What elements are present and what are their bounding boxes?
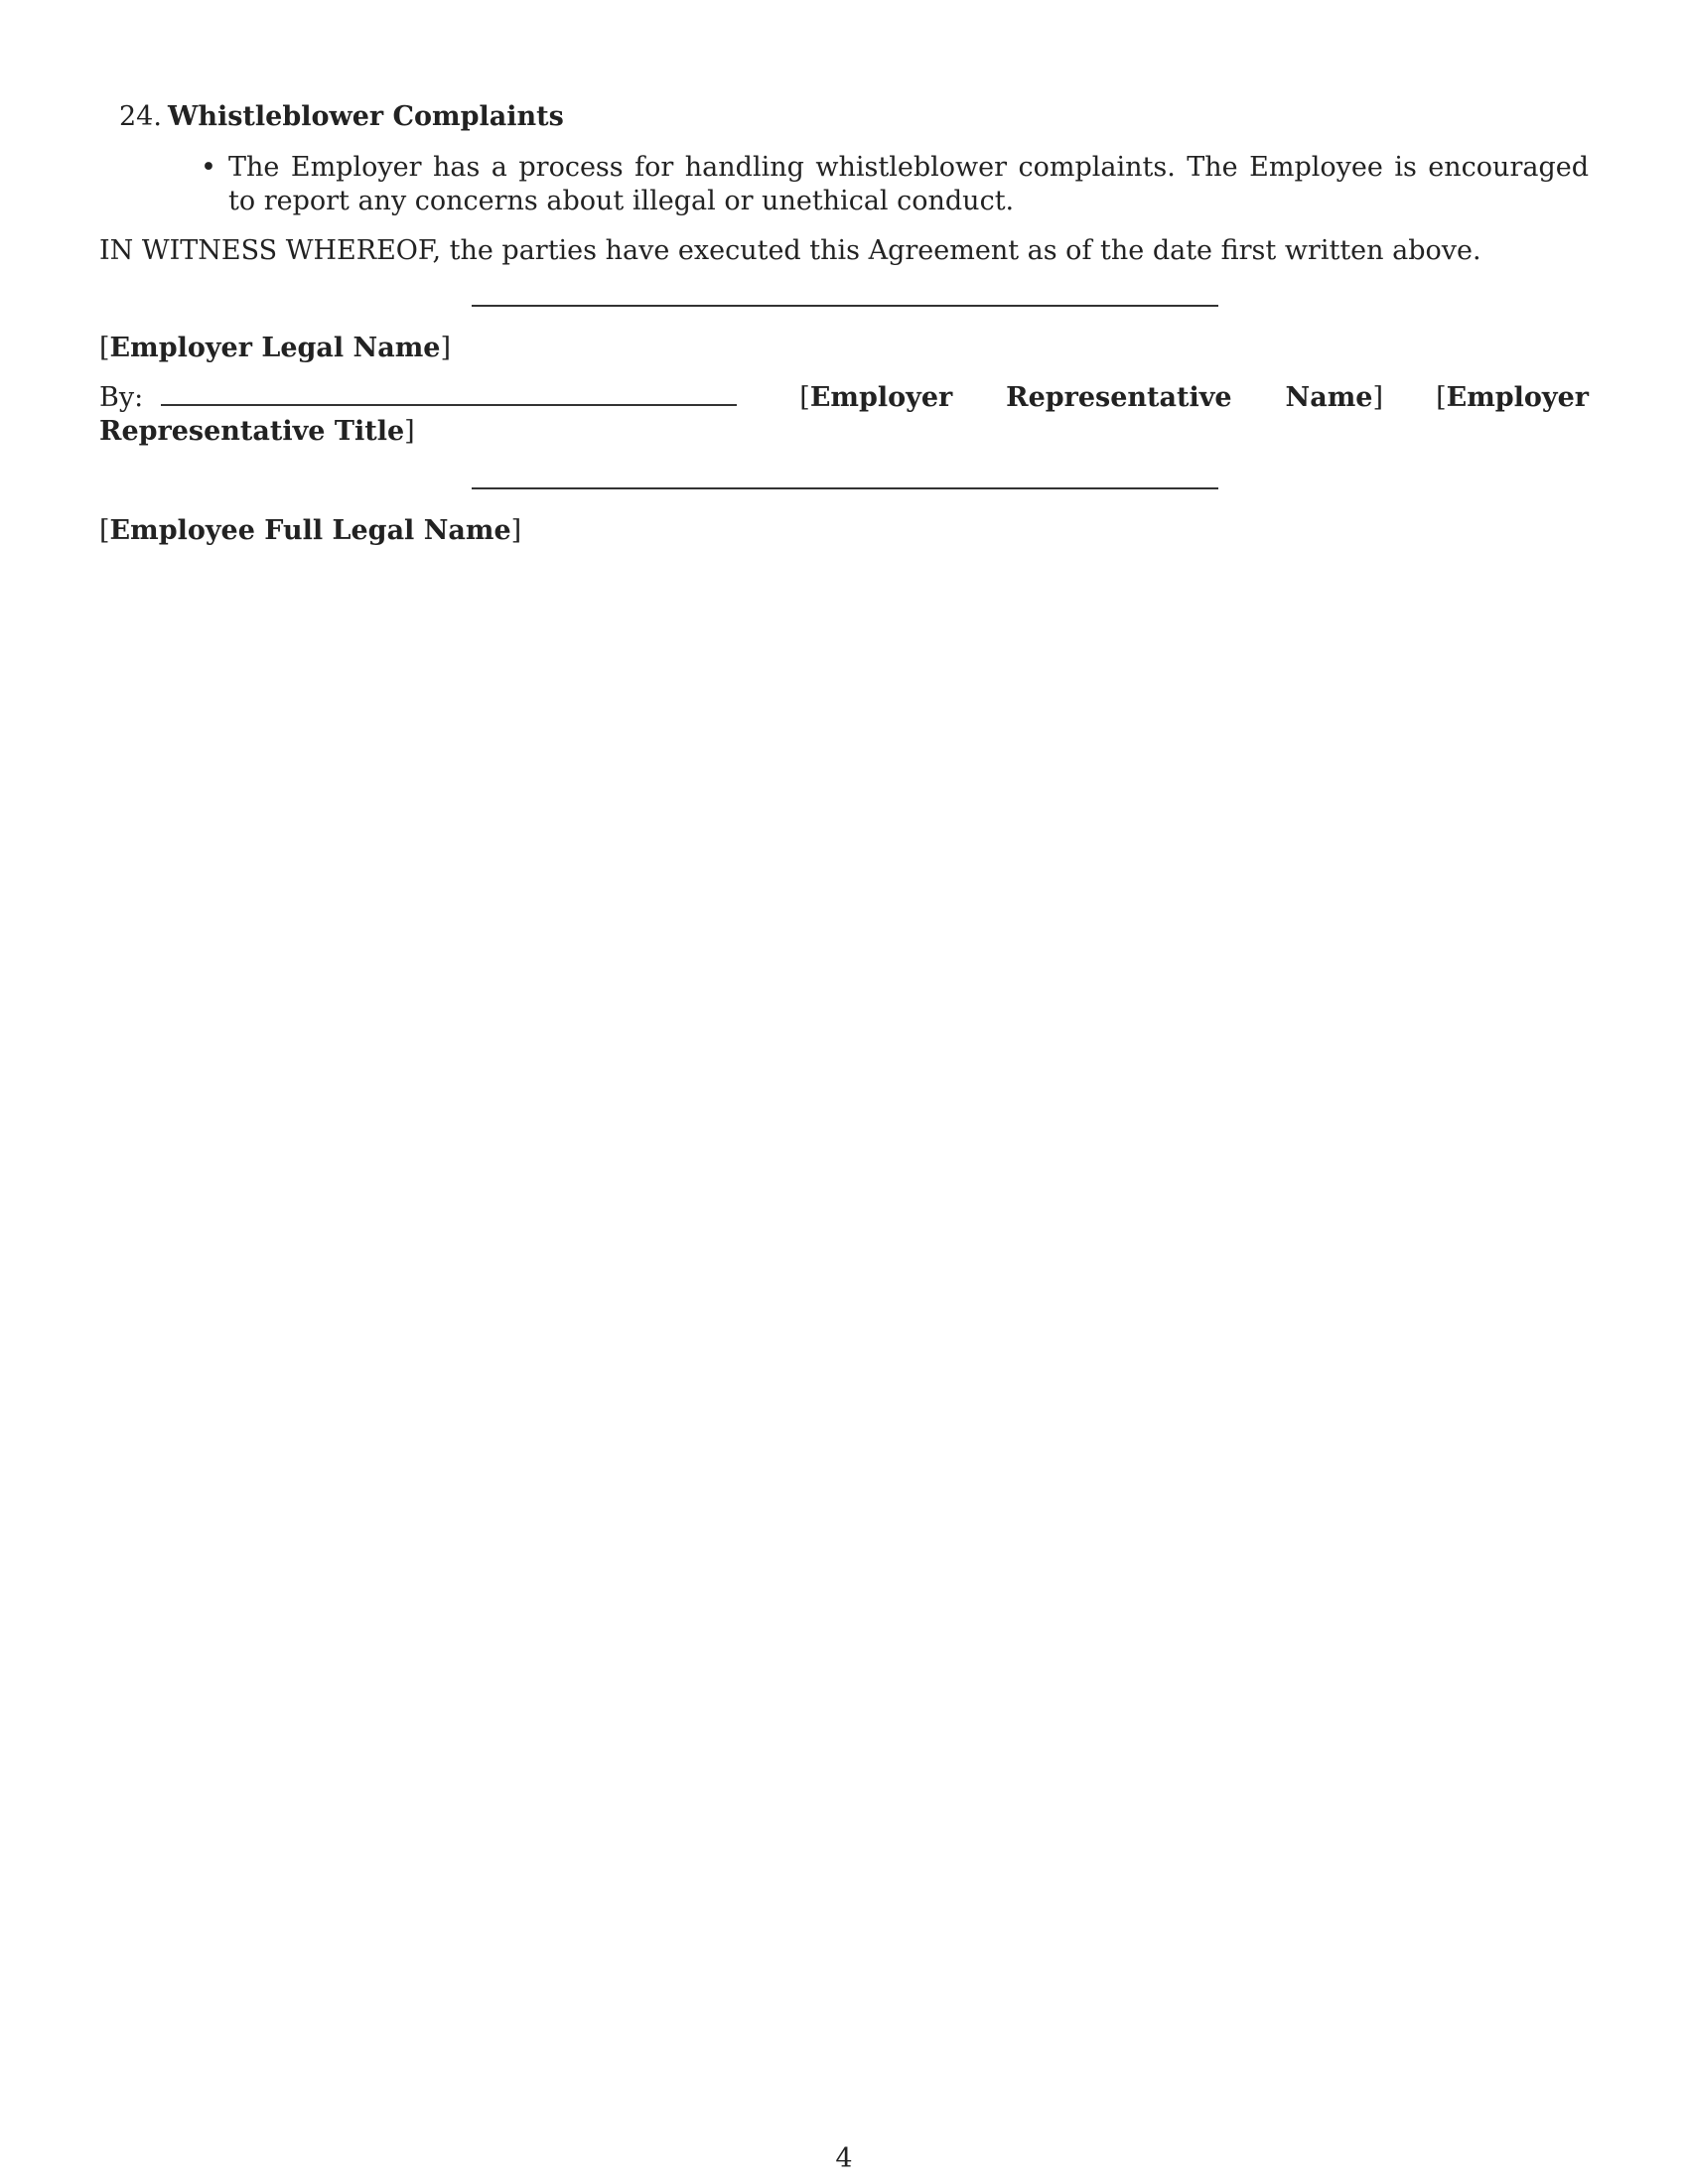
employer-signature-line [472,305,1218,307]
section-title: Whistleblower Complaints [168,101,564,132]
employee-full-legal-name: [Employee Full Legal Name] [99,515,522,546]
section-number: 24. [119,101,162,132]
by-label: By: [99,382,144,413]
representative-name: Employer Representative Name [809,382,1373,413]
employer-legal-name: [Employer Legal Name] [99,333,451,363]
employer-legal-name-text: Employer Legal Name [109,333,441,363]
representative-title: Employer Representative Title [99,382,1590,447]
employee-full-legal-name-text: Employee Full Legal Name [109,515,511,546]
bullet-paragraph: The Employer has a process for handling whistleblower complaints. The Employee is encouraged to report any concerns about illegal or unethical conduct. [228,152,1589,216]
employee-signature-line [472,487,1218,489]
bullet-icon: • [201,152,216,183]
section-heading [119,100,564,134]
page-number: 4 [835,2143,853,2174]
representative-signature-line [161,382,737,406]
witness-clause: IN WITNESS WHEREOF, the parties have executed this Agreement as of the date first written above. [99,235,1481,266]
representative-signature-row: By: [Employer Representative Name] [Employer Representative Title] [99,382,1590,447]
